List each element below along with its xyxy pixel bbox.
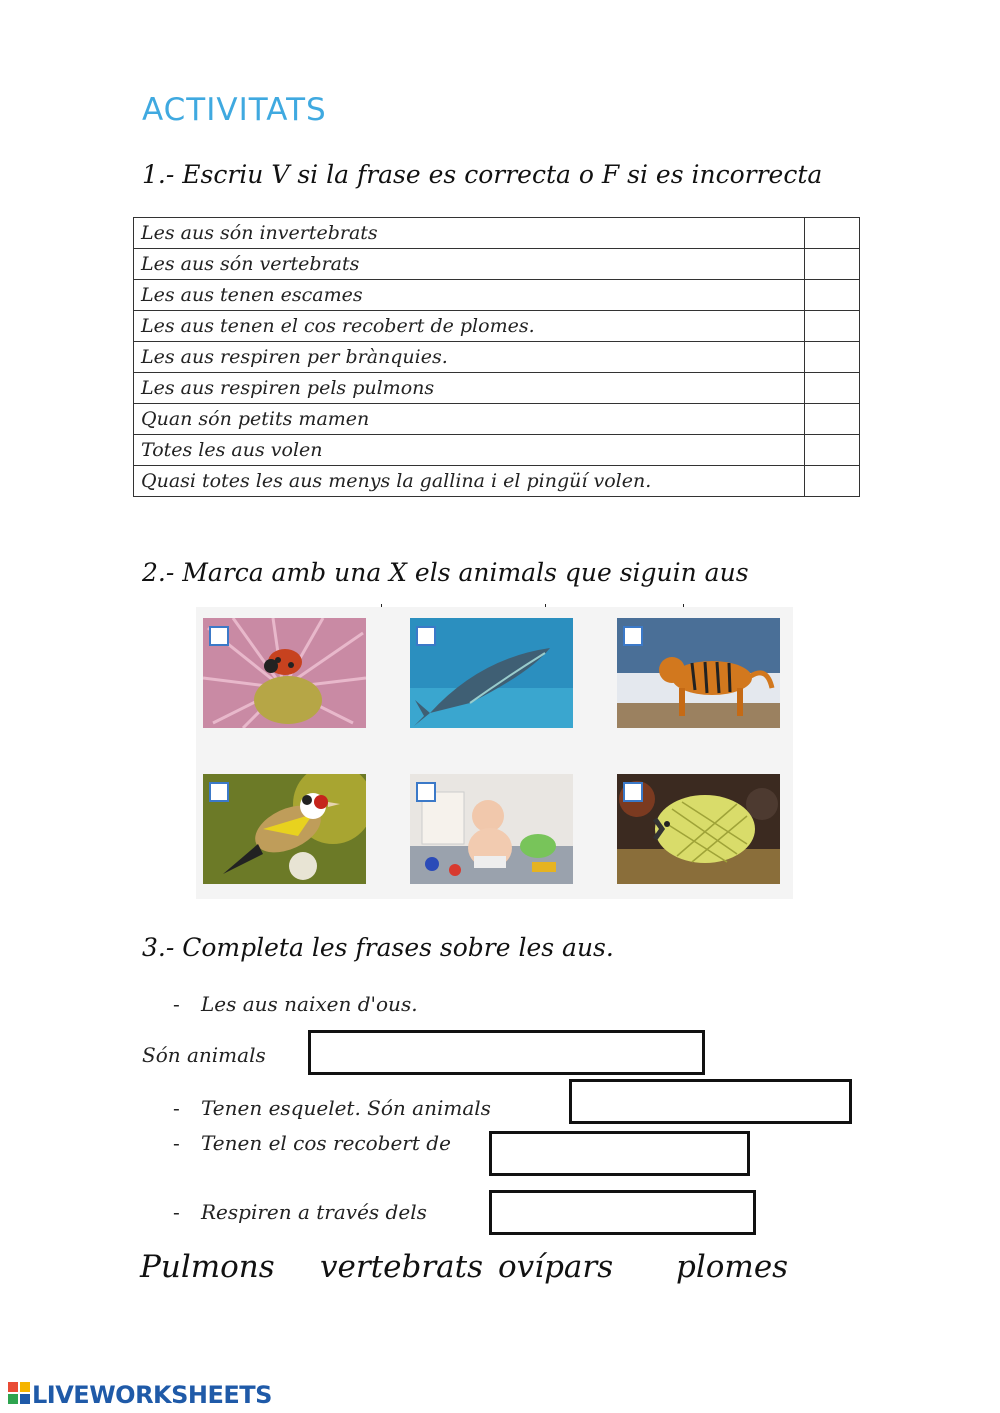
statement-text: Les aus tenen escames: [134, 280, 805, 311]
animal-checkbox[interactable]: [623, 782, 643, 802]
answer-box-animals[interactable]: [308, 1030, 705, 1075]
answer-box-breathe[interactable]: [489, 1190, 756, 1235]
answer-input[interactable]: [805, 250, 859, 278]
statement-text: Les aus respiren per brànquies.: [134, 342, 805, 373]
table-row: [134, 435, 860, 466]
table-row: [134, 280, 860, 311]
section2-heading: 2.- Marca amb una X els animals que siguin aus: [142, 558, 749, 587]
word-bank-item: vertebrats: [320, 1249, 483, 1285]
statement-text: Les aus són invertebrats: [134, 218, 805, 249]
table-row: [134, 342, 860, 373]
answer-input[interactable]: [805, 281, 859, 309]
liveworksheets-logo: [8, 1381, 272, 1410]
animal-checkbox[interactable]: [416, 782, 436, 802]
bullet-dash: -: [173, 1131, 180, 1155]
answer-cell[interactable]: [805, 311, 860, 342]
answer-input[interactable]: [311, 1033, 702, 1072]
logo-text: LIVEWORKSHEETS: [32, 1381, 272, 1409]
answer-input[interactable]: [572, 1082, 849, 1121]
word-bank-item: ovípars: [498, 1249, 614, 1285]
answer-input[interactable]: [805, 219, 859, 247]
table-row: [134, 249, 860, 280]
answer-cell[interactable]: [805, 249, 860, 280]
bullet-dash: -: [173, 1200, 180, 1224]
sentence-eggs: Les aus naixen d'ous.: [201, 992, 418, 1016]
animal-checkbox[interactable]: [209, 782, 229, 802]
goldfinch-photo: [203, 774, 366, 884]
statement-text: Totes les aus volen: [134, 435, 805, 466]
answer-cell[interactable]: [805, 466, 860, 497]
section1-heading: 1.- Escriu V si la frase es correcta o F si es incorrecta: [142, 160, 823, 189]
fish-photo: [617, 774, 780, 884]
statement-text: Les aus tenen el cos recobert de plomes.: [134, 311, 805, 342]
true-false-table: [133, 217, 860, 497]
table-row: [134, 466, 860, 497]
bullet-dash: -: [173, 992, 180, 1016]
answer-box-covered[interactable]: [489, 1131, 750, 1176]
table-row: [134, 404, 860, 435]
whale-photo: [410, 618, 573, 728]
answer-input[interactable]: [805, 467, 859, 495]
statement-text: Quasi totes les aus menys la gallina i el pingüí volen.: [134, 466, 805, 497]
bullet-dash: -: [173, 1096, 180, 1120]
answer-box-skeleton[interactable]: [569, 1079, 852, 1124]
animal-gallery: [196, 607, 793, 899]
answer-cell[interactable]: [805, 435, 860, 466]
word-bank-item: Pulmons: [140, 1249, 275, 1285]
section3-heading: 3.- Completa les frases sobre les aus.: [142, 933, 614, 962]
statement-text: Les aus respiren pels pulmons: [134, 373, 805, 404]
statement-text: Quan són petits mamen: [134, 404, 805, 435]
answer-input[interactable]: [805, 374, 859, 402]
sentence-breathe: Respiren a través dels: [201, 1200, 427, 1224]
page-title: ACTIVITATS: [142, 92, 327, 128]
tiger-photo: [617, 618, 780, 728]
answer-cell[interactable]: [805, 404, 860, 435]
answer-input[interactable]: [805, 436, 859, 464]
answer-input[interactable]: [492, 1134, 747, 1173]
answer-input[interactable]: [805, 405, 859, 433]
logo-icon: [8, 1382, 30, 1410]
table-row: [134, 218, 860, 249]
statement-text: Les aus són vertebrats: [134, 249, 805, 280]
table-row: [134, 311, 860, 342]
baby-photo: [410, 774, 573, 884]
animal-checkbox[interactable]: [623, 626, 643, 646]
animal-checkbox[interactable]: [416, 626, 436, 646]
answer-input[interactable]: [805, 343, 859, 371]
table-row: [134, 373, 860, 404]
sentence-animals-label: Són animals: [142, 1043, 266, 1067]
answer-cell[interactable]: [805, 218, 860, 249]
sentence-covered: Tenen el cos recobert de: [201, 1131, 451, 1155]
animal-checkbox[interactable]: [209, 626, 229, 646]
sentence-skeleton: Tenen esquelet. Són animals: [201, 1096, 491, 1120]
answer-input[interactable]: [492, 1193, 753, 1232]
answer-cell[interactable]: [805, 280, 860, 311]
word-bank-item: plomes: [676, 1249, 789, 1285]
answer-cell[interactable]: [805, 342, 860, 373]
ladybug-photo: [203, 618, 366, 728]
answer-cell[interactable]: [805, 373, 860, 404]
answer-input[interactable]: [805, 312, 859, 340]
